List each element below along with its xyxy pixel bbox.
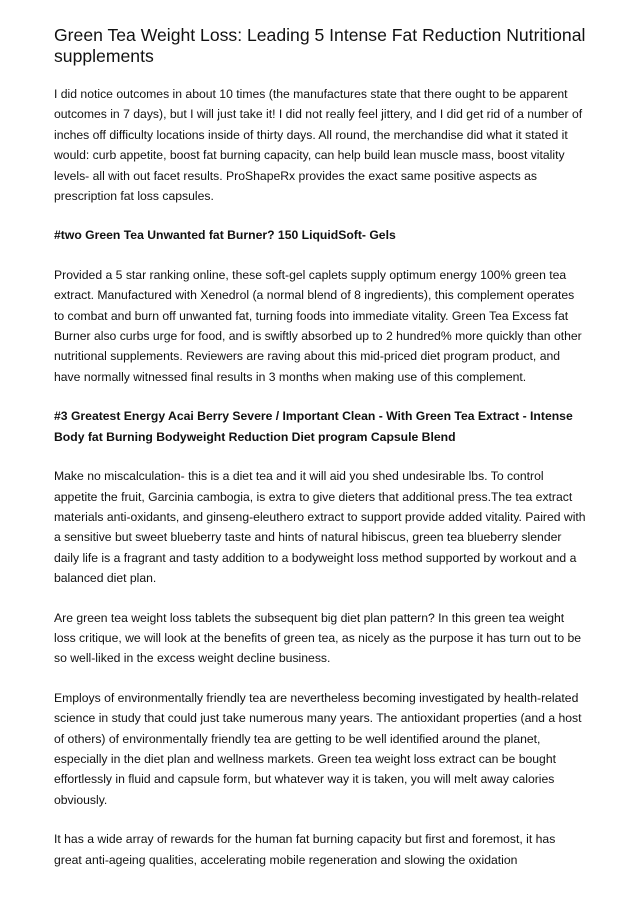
- body-paragraph: Make no miscalculation- this is a diet tea and it will aid you shed undesirable lbs. To control appetite the fruit, Garcinia cambogia, is extra to give dieters that additional press.The tea extract materials anti-oxidants, and ginseng-eleuthero extract to support provide added vitality. Paired with a sensitive but sweet blueberry taste and hints of natural hibiscus, green tea blueberry slender daily life is a fragrant and tasty addition to a bodyweight loss method supported by workout and a balanced diet plan.: [54, 469, 586, 586]
- body-paragraph: I did notice outcomes in about 10 times (the manufactures state that there ought to be apparent outcomes in 7 days), but I will just take it! I did not really feel jittery, and I did get rid of a number of inches off difficulty locations inside of thirty days. All round, the merchandise did what it stated it would: curb appetite, boost fat burning capacity, can help build lean muscle mass, boost vitality levels- all with out facet results. ProShapeRx provides the exact same positive aspects as prescription fat loss capsules.: [54, 87, 583, 204]
- body-paragraph: Are green tea weight loss tablets the subsequent big diet plan pattern? In this green tea weight loss critique, we will look at the benefits of green tea, as nicely as the purpose it has turn out to be so well-liked in the excess weight decline business.: [54, 610, 582, 666]
- section-heading: #3 Greatest Energy Acai Berry Severe / Important Clean - With Green Tea Extract - Intense Body fat Burning Bodyweight Reduction Diet program Capsule Blend: [54, 409, 573, 444]
- page-title: Green Tea Weight Loss: Leading 5 Intense Fat Reduction Nutritional supplements: [54, 25, 586, 66]
- body-paragraph: It has a wide array of rewards for the human fat burning capacity but first and foremost, it has great anti-ageing qualities, accelerating mobile regeneration and slowing the oxidation: [54, 832, 556, 867]
- section-heading: #two Green Tea Unwanted fat Burner? 150 LiquidSoft- Gels: [54, 228, 396, 243]
- body-paragraph: Employs of environmentally friendly tea are nevertheless becoming investigated by health-related science in study that could just take numerous many years. The antioxidant properties (and a host of others) of environmentally friendly tea are getting to be well identified around the planet, especially in the diet plan and wellness markets. Green tea weight loss extract can be bought effortlessly in fluid and capsule form, but whatever way it is taken, you will melt away calories obviously.: [54, 690, 582, 807]
- body-paragraph: Provided a 5 star ranking online, these soft-gel caplets supply optimum energy 100% green tea extract. Manufactured with Xenedrol (a normal blend of 8 ingredients), this complement operates to combat and burn off unwanted fat, turning foods into immediate vitality. Green Tea Excess fat Burner also curbs urge for food, and is swiftly absorbed up to 2 hundred% more quickly than other nutritional supplements. Reviewers are raving about this mid-priced diet program product, and have normally witnessed final results in 3 months when making use of this complement.: [54, 267, 582, 384]
- document-page: [54, 25, 586, 889]
